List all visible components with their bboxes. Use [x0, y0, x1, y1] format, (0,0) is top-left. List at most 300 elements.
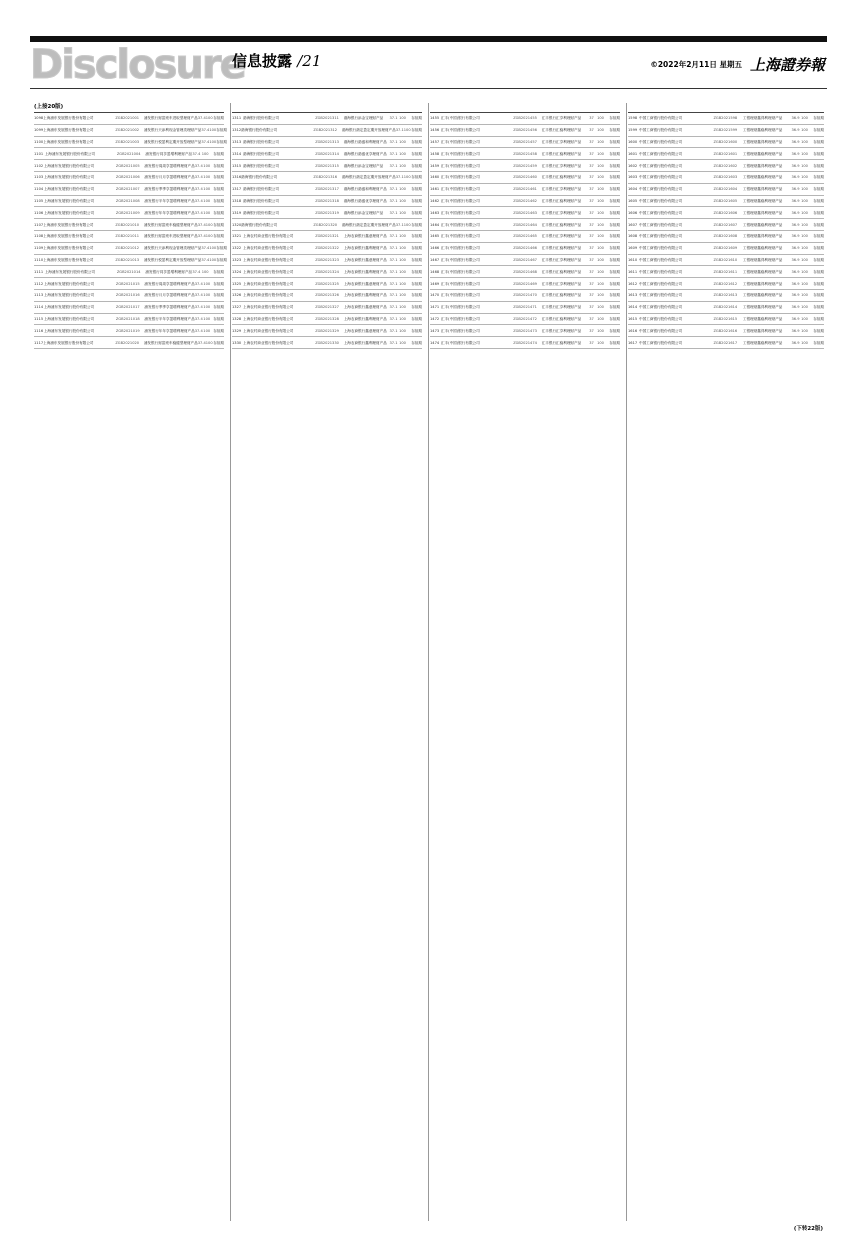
value-cell: 37.4: [197, 116, 206, 121]
table-row: [430, 125, 620, 137]
product-name-cell: 浦发银行悦盈利定期开放型理财产品: [143, 257, 202, 262]
table-row: [430, 302, 620, 314]
value-cell: 100: [399, 198, 406, 203]
product-name-cell: 浦发银行财富班车进取型理财产品: [143, 116, 198, 121]
table-row: [232, 207, 422, 219]
value-cell: 36.9: [791, 139, 800, 144]
value-cell: 36.9: [791, 305, 800, 310]
institution-cell: 上海浦东发展银行股份有限公司: [43, 163, 95, 168]
status-cell: 存续期: [813, 340, 824, 345]
institution-cell: 上海浦东发展银行股份有限公司: [44, 269, 95, 274]
row-number: 1329: [232, 328, 242, 333]
value-cell: 100: [597, 246, 604, 251]
section-title: [232, 50, 321, 71]
value-cell: 100: [597, 163, 604, 168]
value-cell: 37.1: [389, 116, 398, 121]
value-cell: 100: [399, 187, 406, 192]
row-number: 1460: [430, 175, 440, 180]
value-cell: 100: [597, 328, 604, 333]
institution-cell: 上海浦东发展银行股份有限公司: [43, 234, 94, 239]
table-row: [232, 184, 422, 196]
table-row: [430, 243, 620, 255]
row-number: 1604: [628, 187, 638, 192]
status-cell: 存续期: [411, 128, 422, 133]
product-code-cell: ZGB2021603: [713, 175, 738, 180]
institution-cell: 中国工商银行股份有限公司: [639, 198, 683, 203]
table-row: [232, 113, 422, 125]
value-cell: 100: [597, 139, 604, 144]
product-name-cell: 渤海银行渤盛优享理财产品: [343, 151, 387, 156]
product-name-cell: 渤海银行渤盛和利理财产品: [343, 187, 387, 192]
status-cell: 存续期: [411, 340, 422, 345]
product-name-cell: 汇丰银行汇享利理财产品: [541, 187, 582, 192]
product-name-cell: 渤海银行渤盛和利理财产品: [343, 139, 387, 144]
row-number: 1321: [232, 234, 242, 239]
product-code-cell: ZGB2021472: [513, 316, 537, 321]
product-code-cell: ZGB2021457: [513, 139, 537, 144]
product-code-cell: ZGB2021467: [513, 257, 537, 262]
table-row: [628, 160, 824, 172]
product-code-cell: ZGB2021460: [513, 175, 537, 180]
status-cell: 存续期: [813, 116, 824, 121]
value-cell: 100: [597, 198, 604, 203]
row-number: 1326: [232, 293, 242, 298]
table-row: [232, 290, 422, 302]
product-name-cell: 渤海银行添金宝理财产品: [343, 116, 384, 121]
product-code-cell: ZGB2021601: [713, 151, 738, 156]
value-cell: 100: [205, 116, 213, 121]
value-cell: 100: [801, 187, 808, 192]
disclosure-table: [430, 112, 620, 349]
value-cell: 36.9: [791, 210, 800, 215]
product-code-cell: ZGB2021011: [115, 234, 140, 239]
product-name-cell: 工银理财鑫稳利理财产品: [742, 151, 783, 156]
value-cell: 37.1: [389, 151, 398, 156]
row-number: 1610: [628, 257, 638, 262]
row-number: 1469: [430, 281, 440, 286]
product-name-cell: 浦发银行财富班车稳健型理财产品: [143, 340, 198, 345]
value-cell: 100: [203, 316, 211, 321]
status-cell: 存续期: [609, 139, 620, 144]
institution-cell: 汇丰(中国)银行有限公司: [441, 234, 480, 239]
value-cell: 37.1: [389, 198, 398, 203]
product-name-cell: 浦发银行同享盈增利理财产品: [145, 269, 193, 274]
status-cell: 存续期: [411, 293, 422, 298]
institution-cell: 汇丰(中国)银行有限公司: [441, 128, 480, 133]
institution-cell: 中国工商银行股份有限公司: [639, 116, 683, 121]
product-code-cell: ZGB2021008: [115, 198, 140, 203]
disclosure-columns: [34, 103, 824, 1221]
row-number: 1605: [628, 198, 638, 203]
institution-cell: 汇丰(中国)银行有限公司: [441, 198, 480, 203]
value-cell: 100: [597, 316, 604, 321]
value-cell: 100: [209, 246, 217, 251]
product-name-cell: 工银理财鑫得利理财产品: [742, 187, 783, 192]
product-name-cell: 浦发银行半年享盈增利理财产品: [144, 198, 195, 203]
value-cell: 100: [801, 257, 808, 262]
row-number: 1606: [628, 210, 638, 215]
status-cell: 存续期: [813, 293, 824, 298]
product-code-cell: ZGB2021616: [713, 328, 738, 333]
status-cell: 存续期: [411, 210, 422, 215]
table-row: [232, 255, 422, 267]
table-row: [628, 125, 824, 137]
status-cell: 存续期: [411, 305, 422, 310]
institution-cell: 汇丰(中国)银行有限公司: [441, 187, 480, 192]
institution-cell: 上海农村商业银行股份有限公司: [243, 316, 294, 321]
value-cell: 100: [801, 116, 808, 121]
row-number: 1108: [34, 234, 44, 239]
value-cell: 100: [203, 198, 211, 203]
product-name-cell: 浦发银行年年享盈增利理财产品: [144, 328, 195, 333]
row-number: 1466: [430, 246, 440, 251]
table-row: [430, 231, 620, 243]
status-cell: 存续期: [213, 163, 224, 168]
row-number: 1106: [34, 210, 44, 215]
row-number: 1462: [430, 198, 440, 203]
product-name-cell: 渤海银行渤定盈定期开放理财产品: [341, 222, 396, 227]
product-code-cell: ZGB2021001: [115, 116, 140, 121]
value-cell: 36.9: [791, 281, 800, 286]
product-code-cell: ZGB2021005: [115, 163, 140, 168]
product-code-cell: ZGB2021465: [513, 234, 537, 239]
value-cell: 36.9: [791, 198, 800, 203]
row-number: 1330: [232, 340, 242, 345]
product-code-cell: ZGB2021002: [115, 128, 140, 133]
institution-cell: 上海农村商业银行股份有限公司: [243, 340, 294, 345]
brand-wordmark: Disclosure: [30, 42, 245, 88]
table-row: [232, 137, 422, 149]
row-number: 1599: [628, 128, 638, 133]
row-number: 1611: [628, 269, 638, 274]
product-code-cell: ZGB2021470: [513, 293, 537, 298]
product-code-cell: ZGB2021463: [513, 210, 537, 215]
product-name-cell: 汇丰银行汇享利理财产品: [541, 210, 582, 215]
product-code-cell: ZGB2021012: [115, 246, 140, 251]
value-cell: 100: [201, 269, 209, 274]
product-name-cell: 渤海银行添金宝理财产品: [343, 163, 384, 168]
value-cell: 100: [399, 281, 406, 286]
value-cell: 100: [801, 281, 808, 286]
value-cell: 100: [801, 163, 808, 168]
product-code-cell: ZGB2021007: [115, 187, 140, 192]
product-code-cell: ZGB2021613: [713, 293, 738, 298]
status-cell: 存续期: [609, 222, 620, 227]
value-cell: 100: [597, 340, 604, 345]
row-number: 1103: [34, 175, 44, 180]
status-cell: 存续期: [609, 198, 620, 203]
institution-cell: 上海农村商业银行股份有限公司: [243, 269, 294, 274]
status-cell: 存续期: [213, 316, 224, 321]
value-cell: 37.1: [389, 328, 398, 333]
table-row: [34, 172, 224, 184]
product-name-cell: 工银理财鑫稳利理财产品: [742, 269, 783, 274]
product-name-cell: 浦发银行财富班车进取型理财产品: [143, 234, 198, 239]
row-number: 1601: [628, 151, 638, 156]
status-cell: 存续期: [411, 175, 422, 180]
product-code-cell: ZGB2021456: [513, 128, 537, 133]
product-code-cell: ZGB2021323: [315, 257, 339, 262]
product-code-cell: ZGB2021599: [713, 128, 738, 133]
row-number: 1607: [628, 222, 638, 227]
row-number: 1101: [34, 151, 44, 156]
institution-cell: 上海浦东发展银行股份有限公司: [43, 222, 94, 227]
value-cell: 100: [403, 128, 411, 133]
product-code-cell: ZGB2021473: [513, 328, 537, 333]
value-cell: 100: [597, 257, 604, 262]
product-code-cell: ZGB2021320: [313, 222, 338, 227]
row-number: 1099: [34, 128, 44, 133]
value-cell: 37: [589, 316, 594, 321]
status-cell: 存续期: [411, 139, 422, 144]
value-cell: 37.4: [192, 269, 201, 274]
value-cell: 37.4: [194, 163, 203, 168]
institution-cell: 中国工商银行股份有限公司: [639, 210, 683, 215]
table-row: [232, 196, 422, 208]
product-code-cell: ZGB2021614: [713, 305, 738, 310]
institution-cell: 渤海银行股份有限公司: [243, 163, 279, 168]
value-cell: 37.1: [389, 305, 398, 310]
table-row: [628, 172, 824, 184]
status-cell: 存续期: [213, 305, 224, 310]
institution-cell: 中国工商银行股份有限公司: [639, 328, 683, 333]
institution-cell: 上海浦东发展银行股份有限公司: [43, 175, 95, 180]
value-cell: 36.9: [791, 151, 800, 156]
institution-cell: 汇丰(中国)银行有限公司: [441, 305, 480, 310]
table-row: [34, 219, 224, 231]
status-cell: 存续期: [609, 328, 620, 333]
institution-cell: 渤海银行股份有限公司: [243, 116, 279, 121]
status-cell: 存续期: [213, 340, 224, 345]
value-cell: 37.1: [389, 210, 398, 215]
status-cell: 存续期: [813, 246, 824, 251]
product-name-cell: 上海农商银行鑫利理财产品: [343, 340, 387, 345]
product-name-cell: 上海农商银行鑫利理财产品: [343, 246, 387, 251]
table-row: [628, 196, 824, 208]
product-code-cell: ZGB2021003: [115, 139, 140, 144]
value-cell: 100: [801, 246, 808, 251]
row-number: 1114: [34, 305, 44, 310]
value-cell: 36.9: [791, 116, 800, 121]
table-row: [34, 278, 224, 290]
product-name-cell: 上海农商银行鑫利理财产品: [343, 293, 387, 298]
table-row: [232, 125, 422, 137]
product-name-cell: 汇丰银行汇稳利理财产品: [541, 269, 582, 274]
row-number: 1459: [430, 163, 440, 168]
product-code-cell: ZGB2021612: [713, 281, 738, 286]
product-code-cell: ZGB2021471: [513, 305, 537, 310]
table-row: [430, 314, 620, 326]
row-number: 1458: [430, 151, 440, 156]
row-number: 1312: [232, 128, 242, 133]
issue-date: ©2022年2月11日 星期五: [650, 60, 742, 69]
value-cell: 100: [399, 246, 406, 251]
value-cell: 100: [399, 293, 406, 298]
product-name-cell: 浦发银行季季享盈增利理财产品: [144, 305, 195, 310]
status-cell: 存续期: [813, 198, 824, 203]
table-row: [232, 314, 422, 326]
value-cell: 37.1: [389, 163, 398, 168]
product-code-cell: ZGB2021013: [115, 257, 140, 262]
table-row: [34, 184, 224, 196]
status-cell: 存续期: [411, 187, 422, 192]
product-name-cell: 汇丰银行汇享利理财产品: [541, 163, 582, 168]
row-number: 1102: [34, 163, 44, 168]
value-cell: 100: [801, 269, 808, 274]
row-number: 1098: [34, 116, 44, 121]
row-number: 1457: [430, 139, 440, 144]
institution-cell: 上海浦东发展银行股份有限公司: [43, 328, 95, 333]
value-cell: 100: [399, 340, 406, 345]
value-cell: 100: [399, 116, 406, 121]
product-name-cell: 汇丰银行汇稳利理财产品: [541, 316, 582, 321]
table-row: [232, 172, 422, 184]
status-cell: 存续期: [813, 139, 824, 144]
institution-cell: 中国工商银行股份有限公司: [639, 222, 683, 227]
row-number: 1613: [628, 293, 638, 298]
value-cell: 100: [801, 305, 808, 310]
status-cell: 存续期: [411, 328, 422, 333]
status-cell: 存续期: [609, 305, 620, 310]
product-name-cell: 浦发银行天添利现金管理类理财产品: [143, 246, 202, 251]
product-code-cell: ZGB2021318: [315, 198, 339, 203]
row-number: 1110: [34, 257, 44, 262]
status-cell: 存续期: [213, 328, 224, 333]
value-cell: 37: [589, 328, 594, 333]
status-cell: 存续期: [216, 257, 227, 262]
status-cell: 存续期: [813, 151, 824, 156]
row-number: 1616: [628, 328, 638, 333]
institution-cell: 上海浦东发展银行股份有限公司: [43, 305, 95, 310]
institution-cell: 上海农村商业银行股份有限公司: [243, 293, 294, 298]
product-code-cell: ZGB2021610: [713, 257, 738, 262]
institution-cell: 上海浦东发展银行股份有限公司: [43, 257, 94, 262]
value-cell: 37: [589, 128, 594, 133]
product-name-cell: 工银理财鑫得利理财产品: [742, 281, 783, 286]
product-code-cell: ZGB2021328: [315, 316, 339, 321]
value-cell: 37.1: [389, 293, 398, 298]
product-name-cell: 上海农商银行鑫意理财产品: [343, 281, 387, 286]
value-cell: 37: [589, 163, 594, 168]
institution-cell: 汇丰(中国)银行有限公司: [441, 340, 480, 345]
product-name-cell: 汇丰银行汇稳利理财产品: [541, 128, 582, 133]
product-code-cell: ZGB2021319: [315, 210, 339, 215]
product-name-cell: 工银理财鑫得利理财产品: [742, 328, 783, 333]
row-number: 1116: [34, 328, 44, 333]
value-cell: 100: [597, 269, 604, 274]
row-number: 1464: [430, 222, 440, 227]
value-cell: 100: [399, 139, 406, 144]
institution-cell: 上海农村商业银行股份有限公司: [243, 234, 294, 239]
status-cell: 存续期: [213, 210, 224, 215]
product-code-cell: ZGB2021015: [115, 281, 140, 286]
product-code-cell: ZGB2021604: [713, 187, 738, 192]
institution-cell: 渤海银行股份有限公司: [241, 128, 278, 133]
product-code-cell: ZGB2021617: [713, 340, 738, 345]
product-name-cell: 浦发银行周周享盈增利理财产品: [144, 281, 195, 286]
institution-cell: 渤海银行股份有限公司: [243, 151, 279, 156]
product-name-cell: 浦发银行季季享盈增利理财产品: [144, 187, 195, 192]
value-cell: 100: [597, 234, 604, 239]
value-cell: 100: [203, 187, 211, 192]
table-row: [430, 266, 620, 278]
status-cell: 存续期: [213, 175, 224, 180]
product-code-cell: ZGB2021020: [115, 340, 140, 345]
table-row: [232, 219, 422, 231]
row-number: 1467: [430, 257, 440, 262]
table-row: [430, 337, 620, 349]
status-cell: 存续期: [609, 293, 620, 298]
value-cell: 37.4: [197, 222, 206, 227]
status-cell: 存续期: [609, 340, 620, 345]
value-cell: 37: [589, 269, 594, 274]
product-code-cell: ZGB2021461: [513, 187, 537, 192]
value-cell: 37: [589, 175, 594, 180]
value-cell: 100: [597, 293, 604, 298]
table-row: [34, 266, 224, 278]
value-cell: 100: [801, 128, 808, 133]
institution-cell: 上海农村商业银行股份有限公司: [243, 257, 294, 262]
row-number: 1324: [232, 269, 242, 274]
table-row: [628, 243, 824, 255]
status-cell: 存续期: [609, 234, 620, 239]
column-2: [232, 103, 422, 1221]
value-cell: 36.9: [791, 246, 800, 251]
row-number: 1612: [628, 281, 638, 286]
status-cell: 存续期: [609, 151, 620, 156]
institution-cell: 上海农村商业银行股份有限公司: [243, 328, 294, 333]
column-separator: [428, 103, 429, 1221]
institution-cell: 上海浦东发展银行股份有限公司: [43, 281, 95, 286]
value-cell: 37.1: [389, 234, 398, 239]
value-cell: 36.9: [791, 128, 800, 133]
institution-cell: 上海浦东发展银行股份有限公司: [43, 316, 95, 321]
value-cell: 100: [209, 257, 217, 262]
table-row: [232, 278, 422, 290]
product-name-cell: 工银理财鑫得利理财产品: [742, 305, 783, 310]
value-cell: 100: [205, 234, 213, 239]
status-cell: 存续期: [411, 234, 422, 239]
product-code-cell: ZGB2021611: [713, 269, 738, 274]
section-name: 信息披露: [232, 52, 293, 70]
value-cell: 37.1: [389, 281, 398, 286]
column-separator: [626, 103, 627, 1221]
product-name-cell: 渤海银行添金宝理财产品: [343, 210, 384, 215]
row-number: 1598: [628, 116, 638, 121]
column-4: [628, 103, 824, 1221]
value-cell: 36.9: [791, 222, 800, 227]
table-row: [430, 113, 620, 125]
product-name-cell: 工银理财鑫得利理财产品: [742, 163, 783, 168]
value-cell: 37: [589, 116, 594, 121]
table-row: [628, 148, 824, 160]
product-code-cell: ZGB2021602: [713, 163, 738, 168]
institution-cell: 中国工商银行股份有限公司: [639, 293, 683, 298]
product-name-cell: 工银理财鑫得利理财产品: [742, 139, 783, 144]
status-cell: 存续期: [213, 187, 224, 192]
value-cell: 100: [801, 175, 808, 180]
row-number: 1461: [430, 187, 440, 192]
product-name-cell: 汇丰银行汇稳利理财产品: [541, 293, 582, 298]
status-cell: 存续期: [813, 222, 824, 227]
value-cell: 37.1: [389, 340, 398, 345]
row-number: 1463: [430, 210, 440, 215]
product-name-cell: 浦发银行月月享盈增利理财产品: [144, 293, 195, 298]
value-cell: 100: [801, 328, 808, 333]
value-cell: 100: [399, 210, 406, 215]
value-cell: 100: [597, 281, 604, 286]
row-number: 1314: [232, 151, 242, 156]
